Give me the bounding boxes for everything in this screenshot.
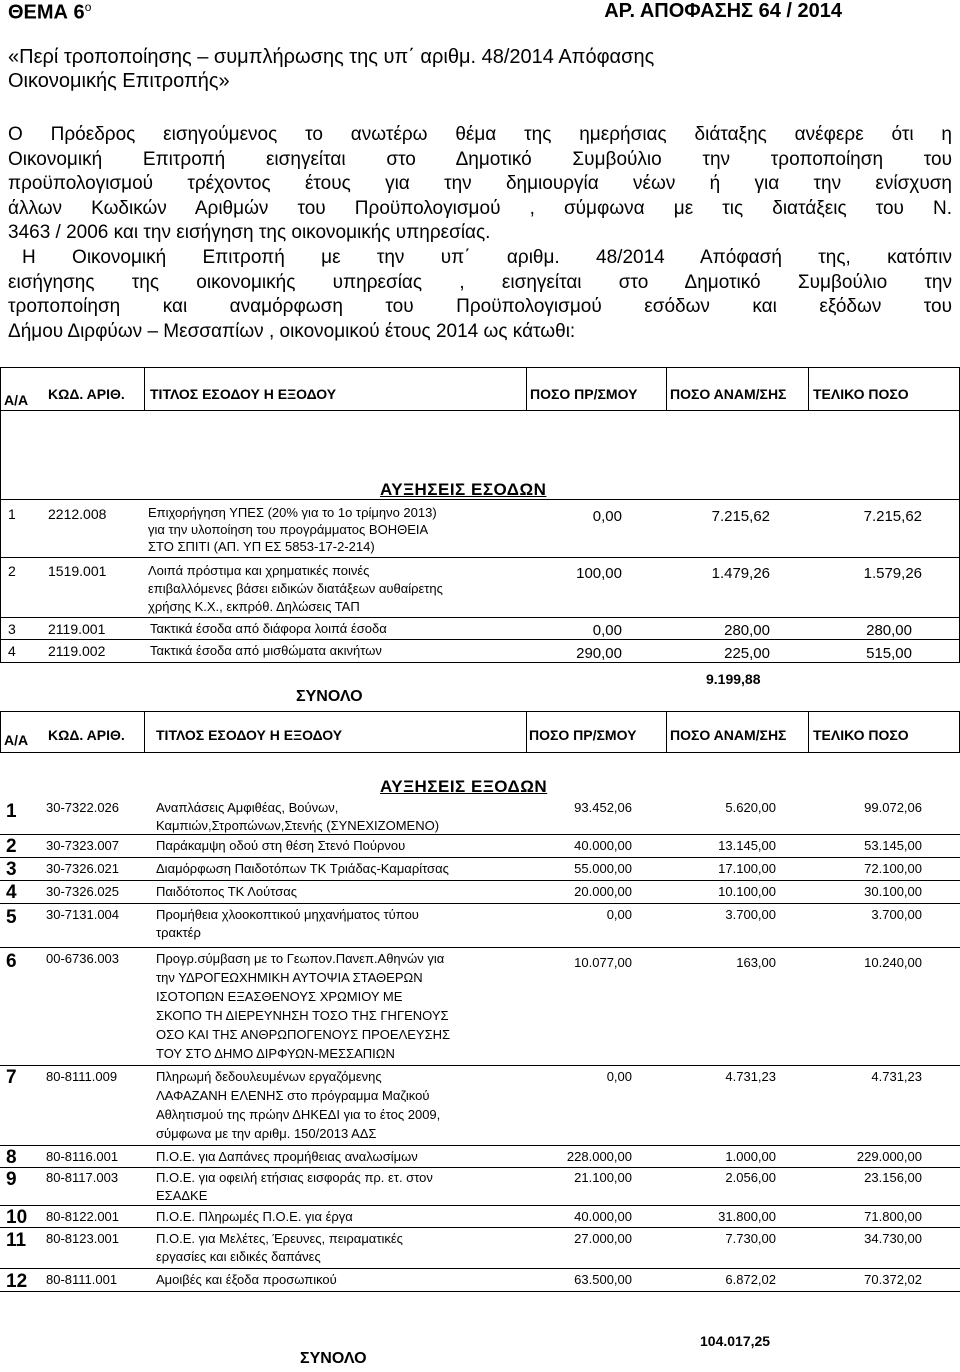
row-final: 53.145,00 <box>864 838 922 853</box>
row-final: 23.156,00 <box>864 1170 922 1185</box>
row-code: 30-7326.025 <box>46 884 120 899</box>
row-change: 163,00 <box>736 955 776 970</box>
row-change: 3.700,00 <box>725 907 776 922</box>
income-total-value: 9.199,88 <box>706 671 761 687</box>
row-aa: 1 <box>6 801 17 822</box>
row-code: 1519.001 <box>48 563 107 579</box>
expense-section-heading: ΑΥΞΗΣΕΙΣ ΕΞΟΔΩΝ <box>380 777 548 796</box>
row-aa: 4 <box>6 882 17 903</box>
row-budget: 20.000,00 <box>574 884 632 899</box>
row-final: 1.579,26 <box>863 565 922 582</box>
col-budget-header: ΠΟΣΟ ΠΡ/ΣΜΟΥ <box>529 727 637 743</box>
row-code: 00-6736.003 <box>46 951 120 966</box>
row-aa: 2 <box>8 563 16 579</box>
row-title: σύμφωνα με την αριθμ. 150/2013 ΑΔΣ <box>156 1126 377 1141</box>
intro-paragraph <box>8 123 952 246</box>
row-aa: 1 <box>8 506 16 522</box>
row-final: 3.700,00 <box>871 907 922 922</box>
row-change: 225,00 <box>724 645 770 662</box>
row-title: Καμπιών,Στροπώνων,Στενής (ΣΥΝΕΧΙΖΟΜΕΝΟ) <box>156 818 440 833</box>
row-change: 17.100,00 <box>718 861 776 876</box>
row-aa: 5 <box>6 907 17 928</box>
title-line-1: «Περί τροποποίησης – συμπλήρωσης της υπ΄ αριθμ. 48/2014 Απόφασης <box>8 46 655 68</box>
income-total-label: ΣΥΝΟΛΟ <box>296 688 363 705</box>
row-final: 280,00 <box>866 622 912 639</box>
expense-total-value: 104.017,25 <box>700 1333 771 1349</box>
row-change: 31.800,00 <box>718 1209 776 1224</box>
row-title: Π.Ο.Ε. για Δαπάνες προμήθειας αναλωσίμων <box>156 1149 418 1164</box>
row-final: 70.372,02 <box>864 1272 922 1287</box>
row-code: 2119.002 <box>48 643 106 659</box>
row-code: 80-8123.001 <box>46 1231 120 1246</box>
row-budget: 228.000,00 <box>566 1149 632 1164</box>
row-aa: 6 <box>6 951 17 972</box>
row-aa: 10 <box>6 1207 28 1228</box>
row-budget: 0,00 <box>592 622 622 639</box>
row-title: ΣΤΟ ΣΠΙΤΙ (ΑΠ. ΥΠ ΕΣ 5853-17-2-214) <box>148 539 375 554</box>
col-aa-header: Α/Α <box>4 392 29 408</box>
decision-paragraph <box>8 246 952 344</box>
paragraph-line: Οικονομική Επιτροπή εισηγείται στο Δημοτικό Συμβούλιο την τροποποίηση του <box>8 148 952 170</box>
row-aa: 12 <box>6 1271 28 1292</box>
paragraph-line: εισήγησης της οικονομικής υπηρεσίας , εισηγείται στο Δημοτικό Συμβούλιο την <box>8 271 952 293</box>
row-change: 2.056,00 <box>725 1170 776 1185</box>
row-change: 7.730,00 <box>725 1231 776 1246</box>
col-code-header: ΚΩΔ. ΑΡΙΘ. <box>48 727 125 743</box>
income-section-heading: ΑΥΞΗΣΕΙΣ ΕΣΟΔΩΝ <box>380 480 547 499</box>
row-code: 2119.001 <box>48 621 106 637</box>
row-change: 10.100,00 <box>718 884 776 899</box>
row-budget: 0,00 <box>606 1069 632 1084</box>
row-final: 4.731,23 <box>871 1069 922 1084</box>
row-title: ΣΚΟΠΟ ΤΗ ΔΙΕΡΕΥΝΗΣΗ ΤΟΣΟ ΤΗΣ ΓΗΓΕΝΟΥΣ <box>156 1008 449 1023</box>
col-title-header: ΤΙΤΛΟΣ ΕΣΟΔΟΥ Η ΕΞΟΔΟΥ <box>156 727 343 743</box>
row-final: 71.800,00 <box>864 1209 922 1224</box>
row-budget: 10.077,00 <box>574 955 632 970</box>
row-title: Παράκαμψη οδού στη θέση Στενό Πούρνου <box>156 838 406 853</box>
row-budget: 63.500,00 <box>574 1272 632 1287</box>
row-aa: 8 <box>6 1147 17 1168</box>
col-title-header: ΤΙΤΛΟΣ ΕΣΟΔΟΥ Η ΕΞΟΔΟΥ <box>150 386 337 402</box>
row-budget: 93.452,06 <box>574 800 632 815</box>
col-final-header: ΤΕΛΙΚΟ ΠΟΣΟ <box>813 727 909 743</box>
paragraph-line: προϋπολογισμού τρέχοντος έτους για την δημιουργία νέων ή για την ενίσχυση <box>8 173 952 194</box>
row-final: 515,00 <box>866 645 912 662</box>
row-code: 30-7326.021 <box>46 861 120 876</box>
row-title: Αναπλάσεις Αμφιθέας, Βούνων, <box>156 800 339 815</box>
row-final: 99.072,06 <box>864 800 922 815</box>
row-title: την ΥΔΡΟΓΕΩΧΗΜΙΚΗ ΑΥΤΟΨΙΑ ΣΤΑΘΕΡΩΝ <box>156 970 423 985</box>
col-budget-header: ΠΟΣΟ ΠΡ/ΣΜΟΥ <box>530 386 638 402</box>
row-title: Προμήθεια χλοοκοπτικού μηχανήματος τύπου <box>156 907 419 922</box>
row-budget: 0,00 <box>606 907 632 922</box>
row-aa: 7 <box>6 1067 17 1088</box>
paragraph-line: Η Οικονομική Επιτροπή με την υπ΄ αριθμ. 48/2014 Απόφασή της, κατόπιν <box>22 247 952 268</box>
row-title: χρήσης Κ.Χ., εκπρόθ. Δηλώσεις ΤΑΠ <box>148 599 360 614</box>
row-code: 30-7131.004 <box>46 907 120 922</box>
col-code-header: ΚΩΔ. ΑΡΙΘ. <box>48 386 125 402</box>
decision-number: ΑΡ. ΑΠΟΦΑΣΗΣ 64 / 2014 <box>604 0 842 22</box>
row-budget: 40.000,00 <box>574 838 632 853</box>
row-title: Αθλητισμού της πρώην ΔΗΚΕΔΙ για το έτος 2009, <box>156 1107 441 1122</box>
row-title: Λοιπά πρόστιμα και χρηματικές ποινές <box>148 563 370 578</box>
row-code: 80-8117.003 <box>46 1170 119 1185</box>
row-aa: 2 <box>6 836 17 857</box>
row-title: Πληρωμή δεδουλευμένων εργαζόμενης <box>156 1069 382 1084</box>
row-final: 7.215,62 <box>863 508 922 525</box>
col-change-header: ΠΟΣΟ ΑΝΑΜ/ΣΗΣ <box>670 386 787 402</box>
row-budget: 0,00 <box>592 508 622 525</box>
col-final-header: ΤΕΛΙΚΟ ΠΟΣΟ <box>813 386 909 402</box>
row-aa: 11 <box>6 1230 27 1251</box>
row-budget: 100,00 <box>576 565 622 582</box>
title-line-2: Οικονομικής Επιτροπής» <box>8 70 230 92</box>
row-title: για την υλοποίηση του προγράμματος ΒΟΗΘΕΙΑ <box>148 522 429 537</box>
row-change: 1.000,00 <box>725 1149 776 1164</box>
row-title: Επιχορήγηση ΥΠΕΣ (20% για το 1ο τρίμηνο 2013) <box>148 505 437 520</box>
row-title: ΟΣΟ ΚΑΙ ΤΗΣ ΑΝΘΡΩΠΟΓΕΝΟΥΣ ΠΡΟΕΛΕΥΣΗΣ <box>156 1027 451 1042</box>
row-code: 80-8111.001 <box>46 1272 118 1287</box>
row-title: Προγρ.σύμβαση με το Γεωπον.Πανεπ.Αθηνών για <box>156 951 445 966</box>
row-budget: 40.000,00 <box>574 1209 632 1224</box>
paragraph-line: 3463 / 2006 και την εισήγηση της οικονομικής υπηρεσίας. <box>8 222 491 243</box>
row-aa: 9 <box>6 1169 17 1190</box>
row-title: επιβαλλόμενες βάσει ειδικών διατάξεων αυθαίρετης <box>148 581 443 596</box>
row-title: Π.Ο.Ε. για οφειλή ετήσιας εισφοράς πρ. ετ. στον <box>156 1170 433 1185</box>
paragraph-line: άλλων Κωδικών Αριθμών του Προϋπολογισμού , σύμφωνα με τις διατάξεις του Ν. <box>8 197 952 219</box>
row-code: 30-7323.007 <box>46 838 120 853</box>
row-final: 34.730,00 <box>864 1231 922 1246</box>
topic-label: ΘΕΜΑ $6^o$ <box>8 0 92 24</box>
row-code: 2212.008 <box>48 506 107 522</box>
col-change-header: ΠΟΣΟ ΑΝΑΜ/ΣΗΣ <box>670 727 787 743</box>
row-final: 72.100,00 <box>864 861 922 876</box>
row-aa: 3 <box>6 859 17 880</box>
row-budget: 21.100,00 <box>574 1170 632 1185</box>
row-title: Τακτικά έσοδα από διάφορα λοιπά έσοδα <box>150 621 387 636</box>
row-code: 80-8111.009 <box>46 1069 118 1084</box>
row-final: 229.000,00 <box>856 1149 922 1164</box>
paragraph-line: τροποποίηση και αναμόρφωση του Προϋπολογισμού εσόδων και εξόδων του <box>8 296 952 317</box>
row-change: 6.872,02 <box>725 1272 776 1287</box>
row-budget: 55.000,00 <box>574 861 632 876</box>
row-title: Αμοιβές και έξοδα προσωπικού <box>156 1272 337 1287</box>
row-title: ΕΣΑΔΚΕ <box>156 1188 208 1203</box>
row-budget: 27.000,00 <box>574 1231 632 1246</box>
row-title: εργασίες και ειδικές δαπάνες <box>156 1249 321 1264</box>
row-change: 7.215,62 <box>711 508 770 525</box>
row-budget: 290,00 <box>576 645 622 662</box>
row-title: τρακτέρ <box>156 925 201 940</box>
row-code: 80-8116.001 <box>46 1149 119 1164</box>
expense-total-label: ΣΥΝΟΛΟ <box>300 1350 367 1367</box>
row-change: 280,00 <box>724 622 770 639</box>
row-title: Παιδότοπος ΤΚ Λούτσας <box>156 884 298 899</box>
col-aa-header: Α/Α <box>4 732 29 748</box>
row-aa: 4 <box>8 643 16 659</box>
row-change: 4.731,23 <box>725 1069 776 1084</box>
row-change: 5.620,00 <box>725 800 776 815</box>
row-final: 30.100,00 <box>864 884 922 899</box>
row-title: Τακτικά έσοδα από μισθώματα ακινήτων <box>150 643 382 658</box>
paragraph-line: Δήμου Διρφύων – Μεσσαπίων , οικονομικού έτους 2014 ως κάτωθι: <box>8 320 576 342</box>
paragraph-line: Ο Πρόεδρος εισηγούμενος το ανωτέρω θέμα της ημερήσιας διάταξης ανέφερε ότι η <box>8 124 952 145</box>
row-title: Π.Ο.Ε. για Μελέτες, Έρευνες, πειραματικές <box>156 1231 403 1246</box>
row-final: 10.240,00 <box>864 955 922 970</box>
row-code: 30-7322.026 <box>46 800 120 815</box>
row-title: ΤΟΥ ΣΤΟ ΔΗΜΟ ΔΙΡΦΥΩΝ-ΜΕΣΣΑΠΙΩΝ <box>156 1046 395 1061</box>
row-title: Διαμόρφωση Παιδοτόπων ΤΚ Τριάδας-Καμαρίτσας <box>156 861 449 876</box>
row-title: ΛΑΦΑΖΑΝΗ ΕΛΕΝΗΣ στο πρόγραμμα Μαζικού <box>156 1088 430 1103</box>
row-aa: 3 <box>8 621 16 637</box>
row-change: 1.479,26 <box>711 565 770 582</box>
row-change: 13.145,00 <box>718 838 776 853</box>
row-title: Π.Ο.Ε. Πληρωμές Π.Ο.Ε. για έργα <box>156 1209 353 1224</box>
row-code: 80-8122.001 <box>46 1209 120 1224</box>
row-title: ΙΣΟΤΟΠΩΝ ΕΞΑΣΘΕΝΟΥΣ ΧΡΩΜΙΟΥ ΜΕ <box>156 989 403 1004</box>
